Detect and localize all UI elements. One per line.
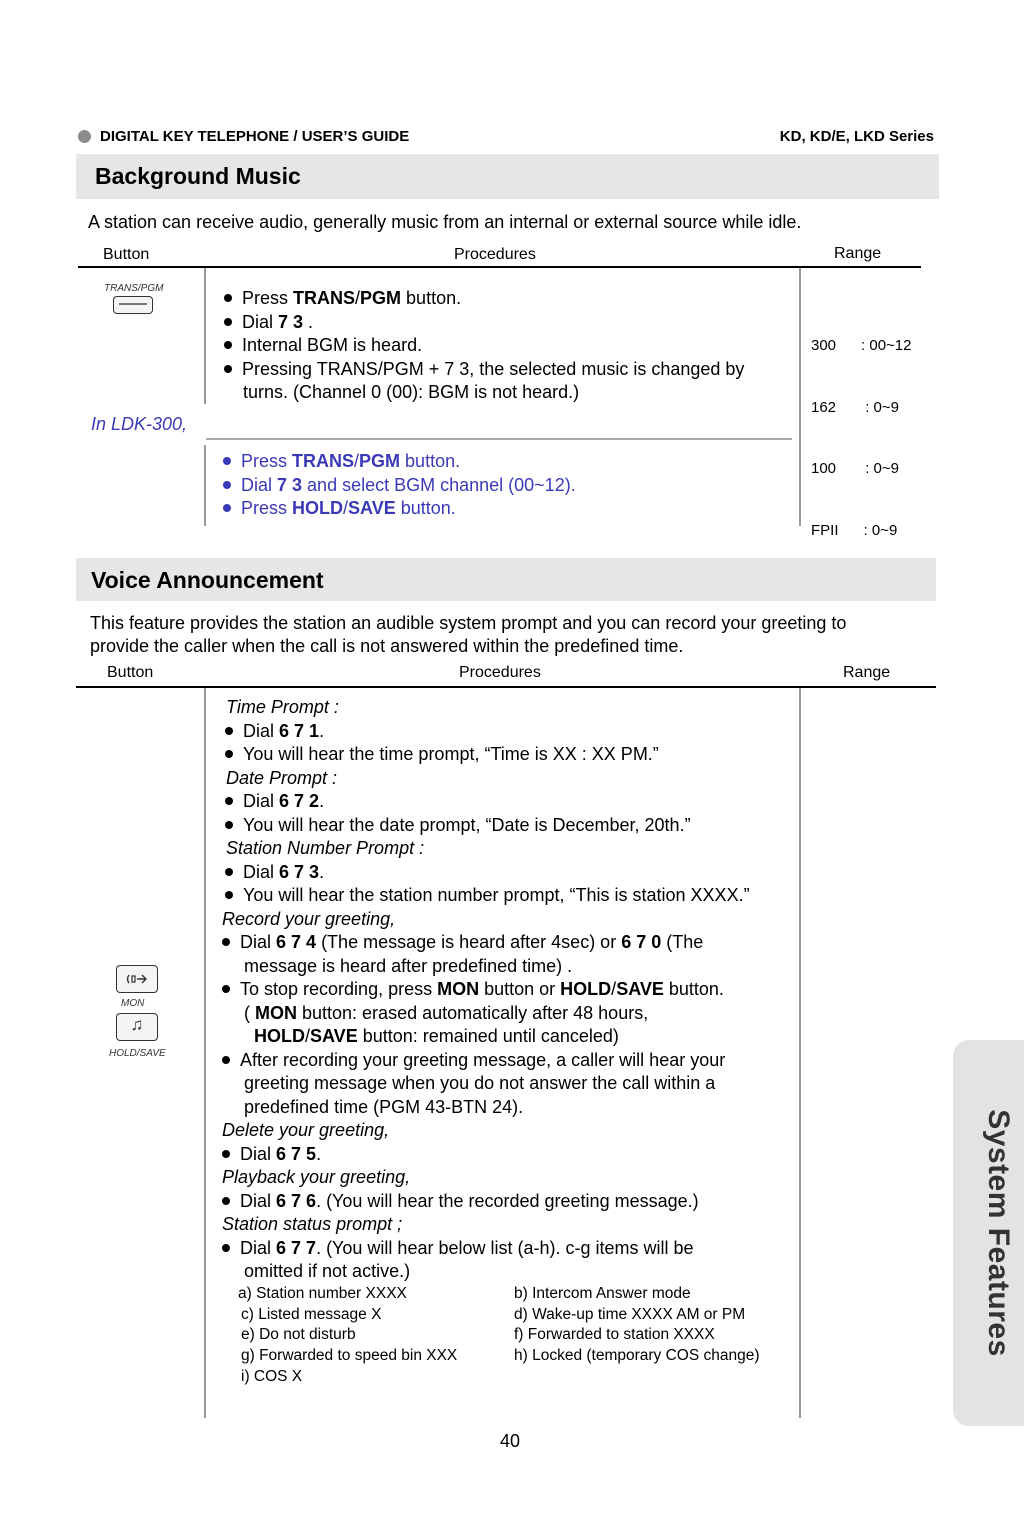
range-fpii: FPII : 0~9	[811, 521, 898, 539]
bullet-icon	[222, 985, 230, 993]
bullet-icon	[224, 294, 232, 302]
record-step-1: Dial 6 7 4 (The message is heard after 4sec) or 6 7 0 (The	[222, 931, 800, 955]
ldk-separator	[206, 438, 792, 440]
bullet-icon	[225, 750, 233, 758]
va-intro-line-1: This feature provides the station an audible system prompt and you can record your greeting to	[90, 613, 847, 633]
record-heading: Record your greeting,	[222, 908, 396, 929]
status-item-a: a) Station number XXXX	[238, 1285, 407, 1302]
status-item-h: h) Locked (temporary COS change)	[514, 1347, 760, 1365]
trans-pgm-key-icon	[113, 296, 153, 314]
header-bullet-icon	[78, 130, 91, 143]
bgm-step-4: Pressing TRANS/PGM + 7 3, the selected music is changed by	[224, 358, 799, 382]
record-step-3: After recording your greeting message, a caller will hear your	[222, 1049, 800, 1073]
ldk-steps	[223, 450, 798, 521]
station-prompt-step-1: Dial 6 7 3.	[222, 861, 800, 885]
bgm-divider-right	[799, 268, 801, 526]
playback-step-1: Dial 6 7 6. (You will hear the recorded greeting message.)	[222, 1190, 800, 1214]
bullet-icon	[225, 821, 233, 829]
bgm-divider-left-bottom	[204, 445, 206, 526]
bgm-section-title: Background Music	[95, 163, 301, 189]
bullet-icon	[225, 797, 233, 805]
bullet-icon	[224, 318, 232, 326]
side-tab-label: System Features	[982, 1109, 1015, 1357]
status-step-1: Dial 6 7 7. (You will hear below list (a-h). c-g items will be	[222, 1237, 800, 1261]
record-step-2-note-1: ( MON button: erased automatically after 48 hours,	[244, 1002, 649, 1023]
bullet-icon	[224, 341, 232, 349]
status-item-g: g) Forwarded to speed bin XXX	[241, 1347, 458, 1365]
page-number: 40	[500, 1431, 521, 1451]
header-series: KD, KD/E, LKD Series	[779, 128, 934, 145]
bullet-icon	[222, 1056, 230, 1064]
date-prompt-step-2: You will hear the date prompt, “Date is December, 20th.”	[222, 814, 800, 838]
bullet-icon	[224, 365, 232, 373]
va-intro	[90, 612, 846, 658]
record-step-3-cont-1: greeting message when you do not answer the call within a	[244, 1073, 716, 1093]
va-intro-line-2: provide the caller when the call is not answered within the predefined time.	[90, 636, 684, 656]
record-step-2-note-2: HOLD/SAVE button: remained until canceled)	[254, 1026, 619, 1046]
status-step-1-cont: omitted if not active.)	[244, 1261, 411, 1281]
ldk-step-2: Dial 7 3 and select BGM channel (00~12).	[223, 474, 798, 498]
va-divider-left	[204, 688, 206, 1418]
bgm-divider-left-top	[204, 268, 206, 404]
status-item-c: c) Listed message X	[241, 1305, 382, 1323]
status-item-f: f) Forwarded to station XXXX	[514, 1326, 715, 1344]
status-list-left	[238, 1284, 457, 1388]
music-note-icon: ♫	[116, 1013, 158, 1041]
mon-label: MON	[121, 998, 145, 1009]
va-section-title: Voice Announcement	[91, 567, 324, 593]
ldk-label: In LDK-300,	[91, 414, 188, 434]
time-prompt-step-2: You will hear the time prompt, “Time is XX : XX PM.”	[222, 743, 800, 767]
va-steps	[222, 696, 800, 1284]
bullet-icon	[222, 1150, 230, 1158]
bullet-icon	[223, 504, 231, 512]
date-prompt-step-1: Dial 6 7 2.	[222, 790, 800, 814]
hold-save-label: HOLD/SAVE	[109, 1048, 166, 1059]
status-list-right	[514, 1284, 760, 1367]
bgm-col-button: Button	[103, 246, 150, 263]
va-col-range: Range	[843, 664, 891, 681]
time-prompt-step-1: Dial 6 7 1.	[222, 720, 800, 744]
side-tab	[953, 1040, 1024, 1426]
bullet-icon	[225, 891, 233, 899]
delete-step-1: Dial 6 7 5.	[222, 1143, 800, 1167]
bullet-icon	[222, 938, 230, 946]
record-step-1-cont: message is heard after predefined time) .	[244, 955, 573, 976]
va-col-procedures: Procedures	[459, 664, 541, 681]
bullet-icon	[222, 1197, 230, 1205]
delete-heading: Delete your greeting,	[222, 1120, 390, 1140]
bullet-icon	[225, 727, 233, 735]
bgm-col-procedures: Procedures	[454, 246, 536, 263]
bullet-icon	[225, 868, 233, 876]
bgm-steps	[224, 287, 799, 405]
header-title: DIGITAL KEY TELEPHONE / USER’S GUIDE	[100, 128, 410, 145]
bgm-step-3: Internal BGM is heard.	[224, 334, 799, 358]
time-prompt-heading: Time Prompt :	[226, 697, 339, 717]
status-item-e: e) Do not disturb	[241, 1326, 356, 1344]
status-item-i: i) COS X	[241, 1367, 303, 1385]
range-300: 300 : 00~12	[811, 337, 912, 354]
ldk-step-3: Press HOLD/SAVE button.	[223, 497, 798, 521]
bgm-intro: A station can receive audio, generally music from an internal or external source while idle.	[88, 212, 802, 232]
bgm-step-4-cont: turns. (Channel 0 (00): BGM is not heard.)	[243, 382, 580, 402]
playback-heading: Playback your greeting,	[222, 1167, 411, 1187]
record-step-2: To stop recording, press MON button or HOLD/SAVE button.	[222, 978, 800, 1002]
station-prompt-heading: Station Number Prompt :	[226, 838, 425, 858]
bullet-icon	[223, 481, 231, 489]
range-162: 162 : 0~9	[811, 398, 899, 416]
date-prompt-heading: Date Prompt :	[226, 767, 338, 788]
bullet-icon	[222, 1244, 230, 1252]
status-item-d: d) Wake-up time XXXX AM or PM	[514, 1305, 746, 1323]
bullet-icon	[223, 457, 231, 465]
trans-pgm-label: TRANS/PGM	[104, 283, 164, 294]
bgm-col-range: Range	[834, 245, 882, 262]
status-item-b: b) Intercom Answer mode	[514, 1285, 691, 1302]
station-prompt-step-2: You will hear the station number prompt, “This is station XXXX.”	[222, 884, 800, 908]
record-step-3-cont-2: predefined time (PGM 43-BTN 24).	[244, 1096, 524, 1117]
bgm-step-2: Dial 7 3 .	[224, 311, 799, 335]
status-heading: Station status prompt ;	[222, 1214, 403, 1234]
speaker-phone-icon	[116, 965, 158, 993]
va-col-button: Button	[107, 664, 154, 681]
bgm-step-1: Press TRANS/PGM button.	[224, 287, 799, 311]
ldk-step-1: Press TRANS/PGM button.	[223, 450, 798, 474]
range-100: 100 : 0~9	[811, 460, 899, 477]
